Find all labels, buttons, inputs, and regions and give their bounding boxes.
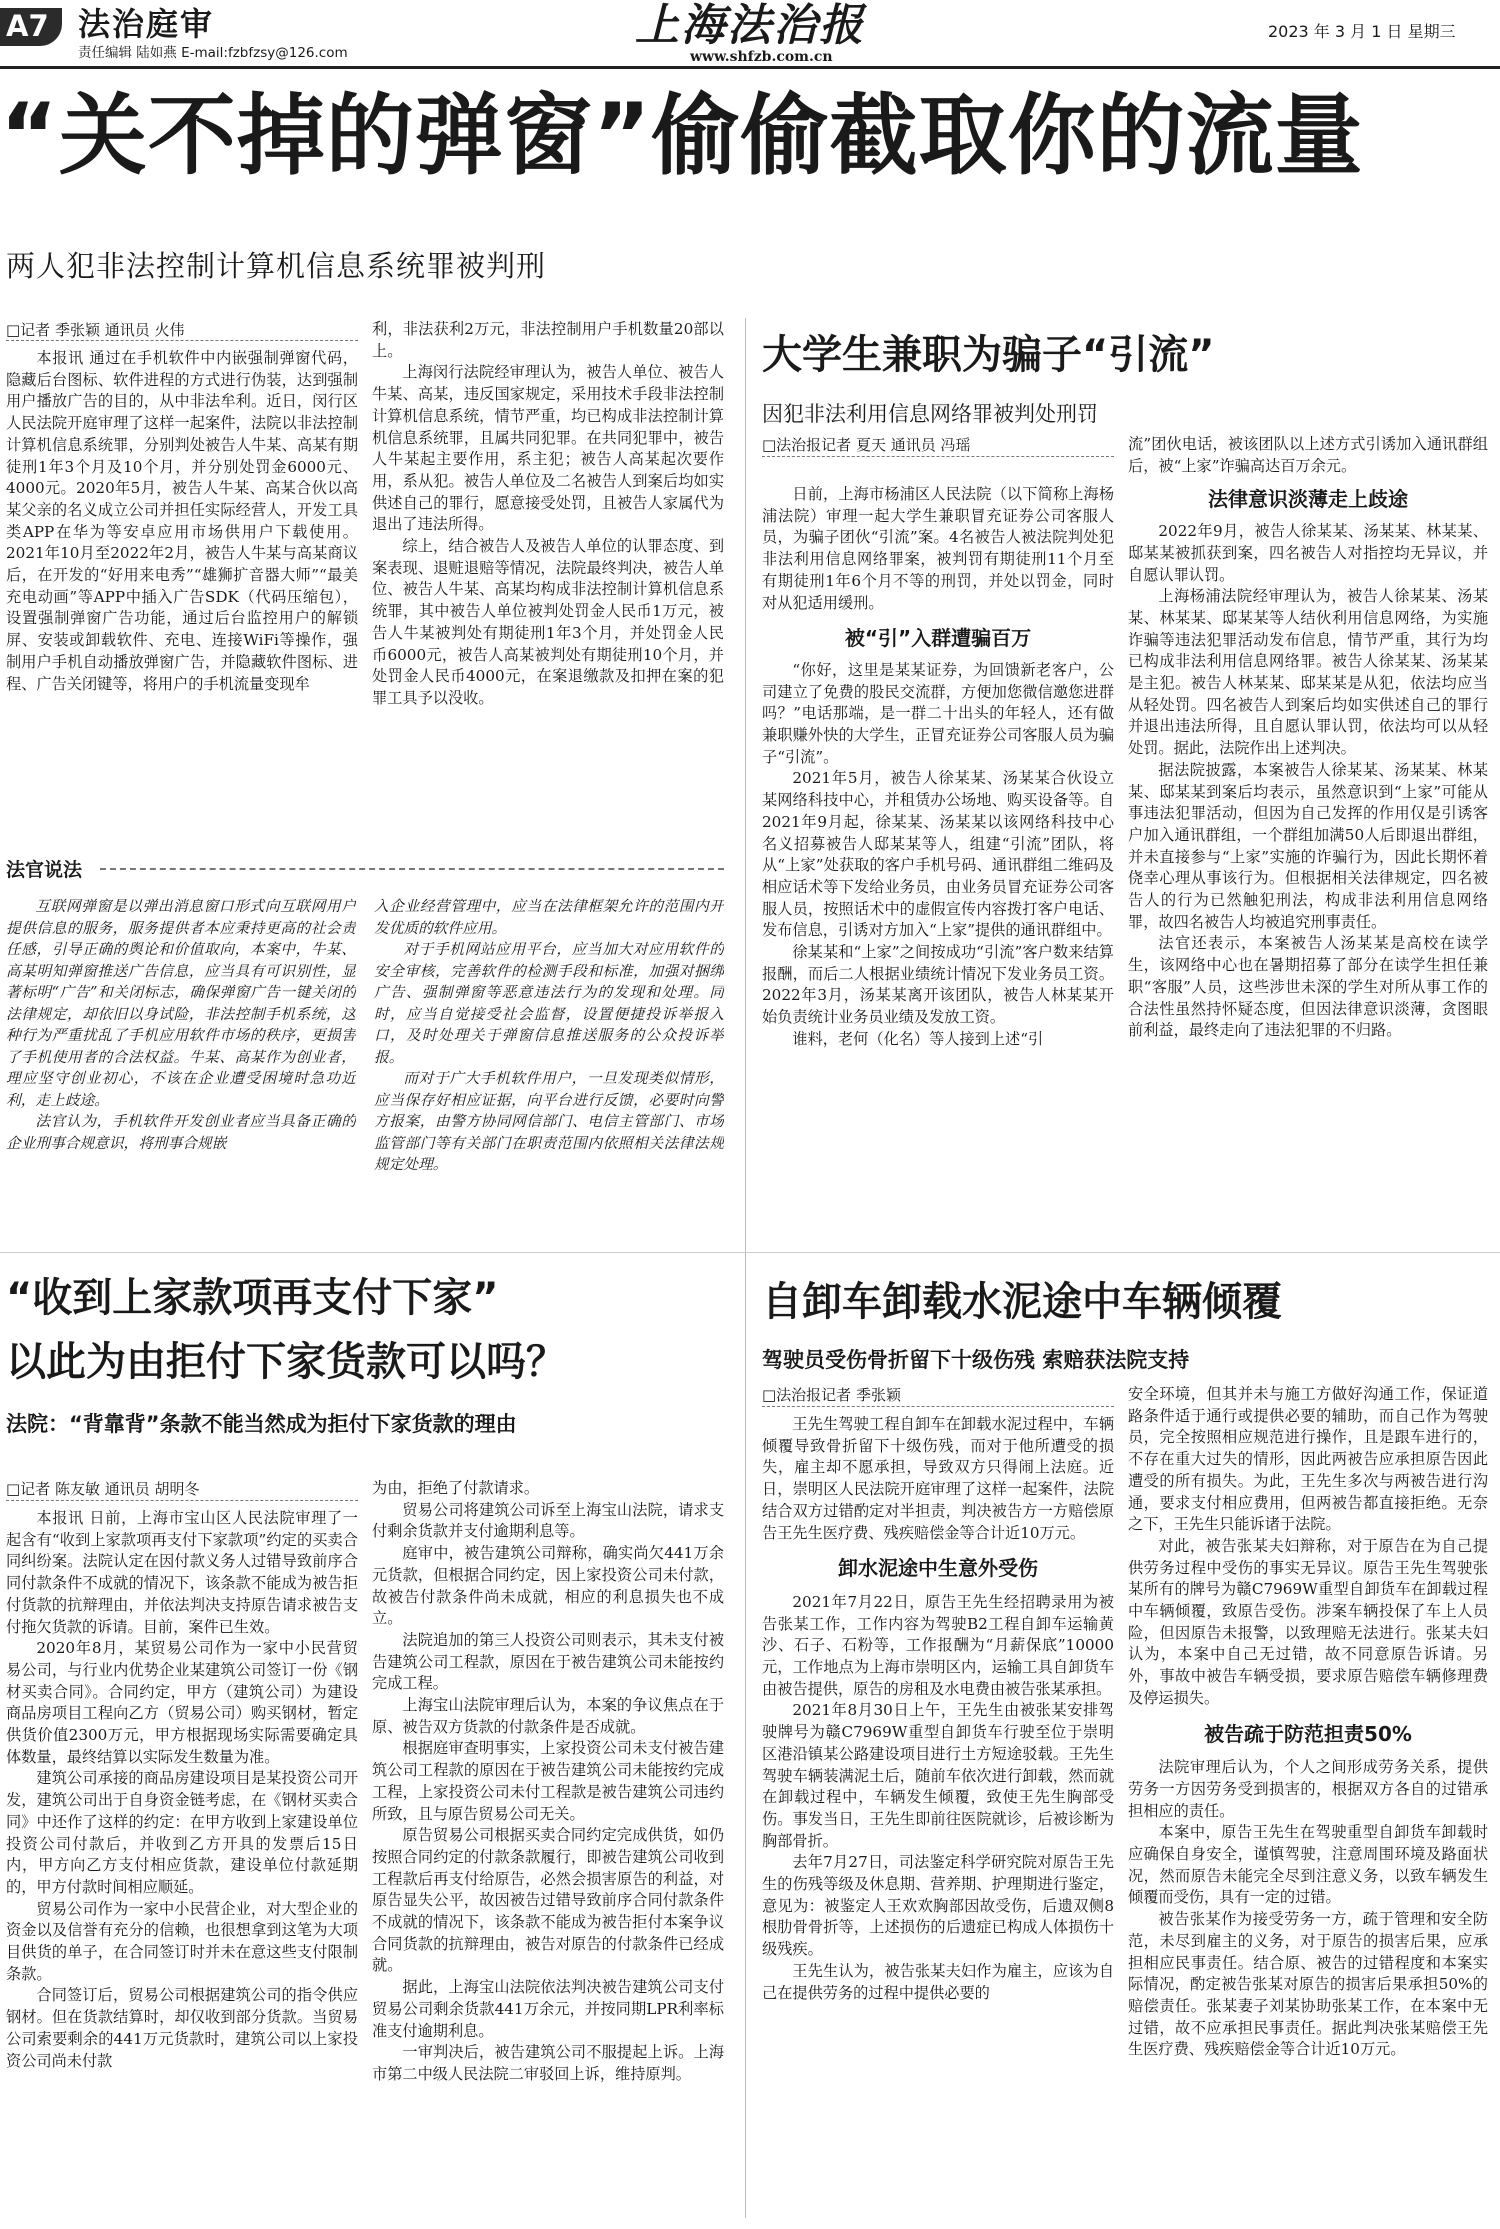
article2-byline: □法治报记者 夏天 通讯员 冯瑶 [762,436,971,454]
article1-column-2: 利，非法获利2万元，非法控制用户手机数量20部以上。 上海闵行法院经审理认为，被告人单位、被告人牛某、高某，违反国家规定，采用技术手段非法控制计算机信息系统，情节严重，均已构成非法控制计算机信息系统罪，且属共同犯罪。在共同犯罪中，被告人牛某起主要作用，系主犯；被告人高某起次要作用，系从犯。被告人单位及二名被告人到案后均如实供述自己的罪行，愿意接受处罚，且被告人家属代为退出了违法所得。 综上，结合被告人及被告人单位的认罪态度、到案表现、退赃退赔等情况，法院最终判决，被告人单位、被告人牛某、高某均构成非法控制计算机信息系统罪，其中被告人单位被判处罚金人民币1万元，被告人牛某被判处有期徒刑1年3个月，并处罚金人民币6000元，被告人高某被判处有期徒刑10个月，并处罚金人民币4000元，在案退缴款及扣押在案的犯罪工具予以没收。 [372,320,724,707]
article2-subhead: 因犯非法利用信息网络罪被判处刑罚 [762,402,1098,426]
issue-date: 2023 年 3 月 1 日 星期三 [1268,22,1456,41]
article4-headline: 自卸车卸载水泥途中车辆倾覆 [762,1279,1282,1325]
article4-subheading-2: 被告疏于防范担责50% [1204,1721,1412,1746]
article4-byline: □法治报记者 季张颖 [762,1386,901,1404]
commentary-title: 法官说法 [6,859,83,881]
article4-subhead: 驾驶员受伤骨折留下十级伤残 索赔获法院支持 [762,1348,1190,1372]
article3-column-1: 本报讯 日前，上海市宝山区人民法院审理了一起含有“收到上家款项再支付下家款项”约定的买卖合同纠纷案。法院认定在因付款义务人过错导致前序合同付款条件不成就的情况下，该条款不能成为被告拒付货款的抗辩理由，并依法判决支持原告请求被告支付拖欠货款的诉请。目前，案件已生效。 2020年8月，某贸易公司作为一家中小民营贸易公司，与行业内优势企业某建筑公司签订一份《钢材买卖合同》。合同约定，甲方（建筑公司）为建设商品房项目工程向乙方（贸易公司）购买钢材，暂定供货价值2300万元，甲方根据现场实际需要确定具体数量，最终结算以实际发生数量为准。 建筑公司承接的商品房建设项目是某投资公司开发，建筑公司出于自身资金链考虑，在《钢材买卖合同》中还作了这样的约定：在甲方收到上家建设单位投资公司付款后，并收到乙方开具的发票后15日内，甲方向乙方支付相应货款，建设单位付款延期的，甲方付款时间相应顺延。 贸易公司作为一家中小民营企业，对大型企业的资金以及信誉有充分的信赖，也很想拿到这笔为大项目供货的单子，在合同签订时并未在意这些支付限制条款。 合同签订后，贸易公司根据建筑公司的指令供应钢材。但在货款结算时，却仅收到部分货款。当贸易公司索要剩余的441万元货款时，建筑公司以上家投资公司尚未付款 [6,1509,358,2070]
article2-headline: 大学生兼职为骗子“引流” [762,332,1215,378]
section-title: 法治庭审 [78,5,215,43]
article4-column-1: 王先生驾驶工程自卸车在卸载水泥过程中，车辆倾覆导致骨折留下十级伤残，而对于他所遭受的损失，雇主却不愿承担，导致双方只得闹上法庭。近日，崇明区人民法院开庭审理了这样一起案件，法院结合双方过错酌定对半担责，判决被告方一方赔偿原告王先生医疗费、残疾赔偿金等合计近10万元。 卸水泥途中生意外受伤 2021年7月22日，原告王先生经招聘录用为被告张某工作，工作内容为驾驶B2工程自卸车运输黄沙、石子、石粉等，工作报酬为“月薪保底”10000元，工作地点为上海市崇明区内，运输工具自卸货车由被告提供，原告的房租及水电费由被告张某承担。 2021年8月30日上午，王先生由被张某安排驾驶牌号为赣C7969W重型自卸货车行驶至位于崇明区港沿镇某公路建设项目进行土方短途驳载。王先生驾驶车辆装满泥土后，随前车依次进行卸载，然而就在卸载过程中，车辆发生倾覆，致使王先生胸部受伤。事发当日，王先生即前往医院就诊，后被诊断为胸部骨折。 去年7月27日，司法鉴定科学研究院对原告王先生的伤残等级及休息期、营养期、护理期进行鉴定，意见为：被鉴定人王欢欢胸部因故受伤，后遗双侧8根肋骨骨折等，上述损伤的后遗症已构成人体损伤十级残疾。 王先生认为，被告张某夫妇作为雇主，应该为自己在提供劳务的过程中提供必要的 [762,1415,1114,2002]
article3-byline: □记者 陈友敏 通讯员 胡明冬 [6,1480,200,1498]
article1-column-1: 本报讯 通过在手机软件中内嵌强制弹窗代码，隐藏后台图标、软件进程的方式进行伪装，达到强制用户播放广告的目的，从中非法牟利。近日，闵行区人民法院开庭审理了这样一起案件，法院以非法控制计算机信息系统罪，分别判处被告人牛某、高某有期徒刑1年3个月及10个月，并分别处罚金6000元、4000元。2020年5月，被告人牛某、高某合伙以高某父亲的名义成立公司并担任实际经营人，开发工具类APP在华为等安卓应用市场供用户下载使用。2021年10月至2022年2月，被告人牛某与高某商议后，在开发的“好用来电秀”“雄狮扩音器大师”“最美充电动画”等APP中插入广告SDK（代码压缩包），设置强制弹窗广告功能，通过后台监控用户的解锁屏、安装或卸载软件、充电、连接WiFi等操作，强制用户手机自动播放弹窗广告，并隐藏软件图标、进程、广告关闭键等，将用户的手机流量变现牟 [6,349,358,693]
article3-headline-line2: 以此为由拒付下家货款可以吗？ [6,1339,566,1385]
article2-column-2: 流”团伙电话，被该团队以上述方式引诱加入通讯群组后，被“上家”诈骗高达百万余元。 法律意识淡薄走上歧途 2022年9月，被告人徐某某、汤某某、林某某、邸某某被抓获到案，四名被告人对指控均无异议，并自愿认罪认罚。 上海杨浦法院经审理认为，被告人徐某某、汤某某、林某某、邸某某等人结伙利用信息网络，为实施诈骗等违法犯罪活动发布信息，情节严重，其行为均已构成非法利用信息网络罪。被告人徐某某、汤某某是主犯。被告人林某某、邸某某是从犯，依法均应当从轻处罚。四名被告人到案后均如实供述自己的罪行并退出违法所得，且自愿认罪认罚，依法均可以从轻处罚。据此，法院作出上述判决。 据法院披露，本案被告人徐某某、汤某某、林某某、邸某某到案后均表示，虽然意识到“上家”可能从事违法犯罪活动，但因为自己发挥的作用仅是引诱客户加入通讯群组，一个群组加满50人后即退出群组，并未直接参与“上家”实施的诈骗行为，因此长期怀着侥幸心理从事该行为。但根据相关法律规定，四名被告人的行为已然触犯刑法，构成非法利用信息网络罪，故四名被告人均被追究刑事责任。 法官还表示，本案被告人汤某某是高校在读学生，该网络中心也在暑期招募了部分在读学生担任兼职“客服”人员，这些涉世未深的学生对所从事工作的合法性虽然持怀疑态度，但因法律意识淡薄，贪图眼前利益，最终走向了违法犯罪的不归路。 [1128,435,1488,1040]
header-rule [0,66,1500,69]
article1-headline: “关不掉的弹窗”偷偷截取你的流量 [0,84,1364,187]
editor-info: 责任编辑 陆如燕 E-mail:fzbfzsy@126.com [78,45,348,61]
article4-column-2: 安全环境，但其并未与施工方做好沟通工作，保证道路条件适于通行或提供必要的辅助，而自己作为驾驶员，完全按照相应规范进行操作，且是跟车进行的，不存在重大过失的情形，因此两被告应承担原告因此遭受的所有损失。为此，王先生多次与两被告进行沟通，要求支付相应费用，但两被告都直接拒绝。无奈之下，王先生只能诉诸于法院。 对此，被告张某夫妇辩称，对于原告在为自己提供劳务过程中受伤的事实无异议。原告王先生驾驶张某所有的牌号为赣C7969W重型自卸货车在卸载过程中车辆倾覆，致原告受伤。涉案车辆投保了车上人员险，但因原告未报警，以致理赔无法进行。张某夫妇认为，本案中自己无过错，故不同意原告诉请。另外，事故中被告车辆受损，要求原告赔偿车辆修理费及停运损失。 被告疏于防范担责50% 法院审理后认为，个人之间形成劳务关系，提供劳务一方因劳务受到损害的，根据双方各自的过错承担相应的责任。 本案中，原告王先生在驾驶重型自卸货车卸载时应确保自身安全，谨慎驾驶，注意周围环境及路面状况，然而原告未能完全尽到注意义务，以致车辆发生倾覆而受伤，具有一定的过错。 被告张某作为接受劳务一方，疏于管理和安全防范，未尽到雇主的义务，对于原告的损害后果，应承担相应民事责任。结合原、被告的过错程度和本案实际情况，酌定被告张某对原告的损害后果承担50%的赔偿责任。张某妻子刘某协助张某工作，在本案中无过错，故不应承担民事责任。据此判决张某赔偿王先生医疗费、残疾赔偿金等合计近10万元。 [1128,1385,1488,2059]
article2-subheading-2: 法律意识淡薄走上歧途 [1208,487,1408,512]
page-number: A7 [6,9,49,43]
article2-column-1: 日前，上海市杨浦区人民法院（以下简称上海杨浦法院）审理一起大学生兼职冒充证券公司客服人员，为骗子团伙“引流”案。4名被告人被法院判处犯非法利用信息网络罪案，被判罚有期徒刑11个月至有期徒刑1年6个月不等的刑罚，并处以罚金，同时对从犯适用缓刑。 被“引”入群遭骗百万 “你好，这里是某某证券，为回馈新老客户，公司建立了免费的股民交流群，方便加您微信邀您进群吗？”电话那端，是一群二十出头的年轻人，还有做兼职赚外快的大学生，正冒充证券公司客服人员为骗子“引流”。 2021年5月，被告人徐某某、汤某某合伙设立某网络科技中心，并租赁办公场地、购买设备等。自2021年9月起，徐某某、汤某某以该网络科技中心名义招募被告人邸某某等人，组建“引流”团队，将从“上家”处获取的客户手机号码、通讯群组二维码及相应话术等下发给业务员，由业务员冒充证券公司客服人员，按照话术中的虚假宣传内容拨打客户电话、发布信息，引诱对方加入“上家”提供的通讯群组中。 徐某某和“上家”之间按成功“引流”客户数来结算报酬，而后二人根据业绩统计情况下发业务员工资。2022年3月，汤某某离开该团队，被告人林某某开始负责统计业务员业绩及发放工资。 谁料，老何（化名）等人接到上述“引 [762,485,1114,1048]
article4-subheading-1: 卸水泥途中生意外受伤 [838,1556,1038,1581]
article1-byline: □记者 季张颖 通讯员 火伟 [6,321,185,339]
commentary-column-2: 入企业经营管理中，应当在法律框架允许的范围内开发优质的软件应用。 对于手机网站应用平台，应当加大对应用软件的安全审核，完善软件的检测手段和标准，加强对捆绑广告、强制弹窗等恶意违法行为的发现和处理。同时，应当自觉接受社会监督，设置便捷投诉举报入口，及时处理关于弹窗信息推送服务的公众投诉举报。 而对于广大手机软件用户，一旦发现类似情形，应当保存好相应证据，向平台进行反馈，必要时向警方报案，由警方协同网信部门、电信主管部门、市场监管部门等有关部门在职责范围内依照相关法律法规规定处理。 [374,898,724,1173]
article3-headline-line1: “收到上家款项再支付下家” [6,1275,499,1321]
masthead-logo: 上海法治报 [635,0,865,51]
article3-subhead: 法院：“背靠背”条款不能当然成为拒付下家货款的理由 [6,1412,517,1436]
commentary-rule [100,868,724,870]
article3-column-2: 为由，拒绝了付款请求。 贸易公司将建筑公司诉至上海宝山法院，请求支付剩余货款并支付逾期利息等。 庭审中，被告建筑公司辩称，确实尚欠441万余元货款，但根据合同约定，因上家投资公司未付款，故被告付款条件尚未成就，相应的利息损失也不成立。 法院追加的第三人投资公司则表示，其未支付被告建筑公司工程款，原因在于被告建筑公司未能按约完成工程。 上海宝山法院审理后认为，本案的争议焦点在于原、被告双方货款的付款条件是否成就。 根据庭审查明事实，上家投资公司未支付被告建筑公司工程款的原因在于被告建筑公司未能按约完成工程，上家投资公司未付工程款是被告建筑公司违约所致，且与原告贸易公司无关。 原告贸易公司根据买卖合同约定完成供货，如仍按照合同约定的付款条款履行，即被告建筑公司收到工程款后再支付给原告，必然会损害原告的利益，对原告显失公平，故因被告过错导致前序合同付款条件不成就的情况下，该条款不能成为被告拒付本案争议合同货款的抗辩理由，被告对原告的付款条件已经成就。 据此，上海宝山法院依法判决被告建筑公司支付贸易公司剩余货款441万余元，并按同期LPR利率标准支付逾期利息。 一审判决后，被告建筑公司不服提起上诉。上海市第二中级人民法院二审驳回上诉，维持原判。 [372,1479,724,2083]
article1-subhead: 两人犯非法控制计算机信息系统罪被判刑 [6,249,547,283]
byline-rule [6,340,358,341]
byline-rule [762,456,1114,457]
byline-rule [762,1406,1114,1407]
section-separator [0,1252,1500,1253]
column-divider [745,318,746,2218]
byline-rule [6,1500,358,1501]
article2-subheading-1: 被“引”入群遭骗百万 [844,626,1032,651]
commentary-column-1: 互联网弹窗是以弹出消息窗口形式向互联网用户提供信息的服务，服务提供者本应秉持更高的社会责任感，引导正确的舆论和价值取向，本案中，牛某、高某明知弹窗推送广告信息，应当具有可识别性，显著标明“广告”和关闭标志，确保弹窗广告一键关闭的法律规定，却依旧以身试险，非法控制手机系统，这种行为严重扰乱了手机应用软件市场的秩序，更损害了手机使用者的合法权益。牛某、高某作为创业者，理应坚守创业初心，不该在企业遭受困境时急功近利，走上歧途。 法官认为，手机软件开发创业者应当具备正确的企业刑事合规意识，将刑事合规嵌 [6,898,356,1152]
website: www.shfzb.com.cn [690,49,833,65]
